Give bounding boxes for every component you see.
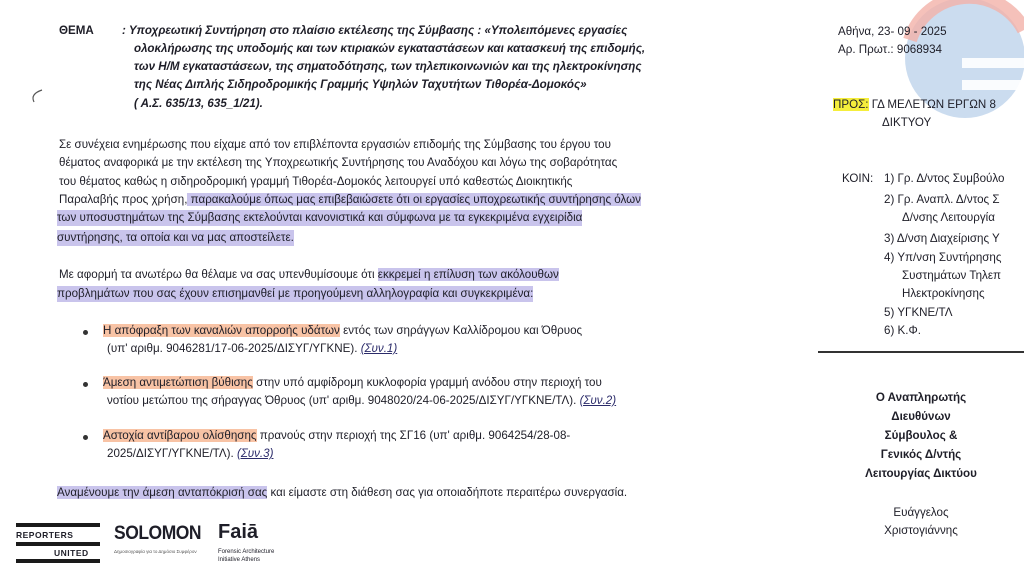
recipient-label: ΠΡΟΣ: <box>833 98 869 111</box>
bullet-2-line-1 <box>103 375 602 391</box>
attachment-link-3[interactable]: (Συν.3) <box>236 447 274 460</box>
logo-bar <box>16 542 100 546</box>
bullet-dot <box>83 435 88 440</box>
logo-bar <box>16 523 100 527</box>
bullet-1-line-2 <box>107 341 397 357</box>
signature-title: Σύμβουλος & <box>884 429 958 442</box>
para2-text: Με αφορμή τα ανωτέρω θα θέλαμε να σας υπενθυμίσουμε ότι <box>59 268 378 281</box>
signature-title: Διευθύνων <box>891 410 951 423</box>
signature-title: Γενικός Δ/ντής <box>880 448 962 461</box>
solomon-tagline: Δημοσιογραφία για το Δημόσιο Συμφέρον <box>114 549 197 554</box>
cc-item: Ηλεκτροκίνησης <box>902 287 985 300</box>
protocol-number: Αρ. Πρωτ.: 9068934 <box>838 43 943 56</box>
bullet-1-text: εντός των σηράγγων Καλλίδρομου και Όθρυος <box>339 324 583 337</box>
bullet-3-highlight: Αστοχία αντίβαρου ολίσθησης <box>103 429 257 442</box>
cc-item: 5) ΥΓΚΝΕ/ΤΛ <box>884 306 953 319</box>
cc-label: ΚΟΙΝ: <box>842 172 874 185</box>
signature-title: Λειτουργίας Δικτύου <box>865 467 977 480</box>
cc-item: Συστημάτων Τηλεπ <box>902 269 1001 282</box>
signatory-last-name: Χριστογιάννης <box>884 524 958 537</box>
attachment-link-2[interactable]: (Συν.2) <box>579 394 617 407</box>
cc-item: Δ/νσης Λειτουργία <box>902 211 995 224</box>
subject-line-1: : Υποχρεωτική Συντήρηση στο πλαίσιο εκτέλεσης της Σύμβασης : «Υπολειπόμενες εργασίες <box>122 24 628 37</box>
para2-line-1 <box>59 267 559 283</box>
document-date: Αθήνα, 23- 09 - 2025 <box>838 25 947 38</box>
faia-wordmark: Faiā <box>218 521 259 543</box>
faia-line-2: Initiative Athens <box>218 557 261 563</box>
bullet-2-text: στην υπό αμφίδρομη κυκλοφορία γραμμή ανόδου στην περιοχή του <box>252 376 602 389</box>
para1-highlight: παρακαλούμε όπως μας επιβεβαιώσετε ότι οι εργασίες υποχρεωτικής συντήρησης όλων <box>187 193 641 206</box>
faia-logo <box>218 521 308 565</box>
bullet-2-ref: νοτίου μετώπου της σήραγγας Όθρυος (υπ' αριθμ. 9048020/24-06-2025/ΔΙΣΥΓ/ΥΓΚΝΕ/ΤΛ). <box>107 394 577 407</box>
subject-line-3: των Η/Μ εγκαταστάσεων, της σηματοδότησης, των τηλεπικοινωνιών και της ηλεκτροκίνησης <box>134 60 642 73</box>
bullet-1-highlight: Η απόφραξη των καναλιών απορροής υδάτων <box>103 324 340 337</box>
recipient-line-1: ΓΔ ΜΕΛΕΤΩΝ ΕΡΓΩΝ 8 <box>871 98 996 111</box>
solomon-logo <box>114 523 214 561</box>
reporters-united-logo <box>16 523 106 563</box>
bullet-1-line-1 <box>103 323 582 339</box>
subject-line-4: της Νέας Διπλής Σιδηροδρομικής Γραμμής Υψηλών Ταχυτήτων Τιθορέα-Δομοκός» <box>134 78 587 91</box>
para1-line-3: του θέματος καθώς η σιδηροδρομική γραμμή Τιθορέα-Δομοκός λειτουργεί υπό καθεστώς Διοικητικής <box>59 175 573 188</box>
reporters-label: REPORTERS <box>16 530 74 540</box>
bullet-dot <box>83 330 88 335</box>
united-label: UNITED <box>54 548 89 558</box>
separator-line <box>818 351 1024 353</box>
recipient <box>833 97 996 113</box>
subject-line-2: ολοκλήρωσης της υποδομής και των κτιριακών εγκαταστάσεων και κατασκευή της επιδομής, <box>134 42 646 55</box>
para1-line-2: θέματος αναφορικά με την εκτέλεση της Υποχρεωτικής Συντήρησης του Αναδόχου και λόγω της σοβαρότητας <box>59 156 618 169</box>
para1-line-1: Σε συνέχεια ενημέρωσης που είχαμε από τον επιβλέποντα εργασιών επιδομής της Σύμβασης του έργου του <box>59 138 611 151</box>
cc-item: 6) Κ.Φ. <box>884 324 921 337</box>
subject-line-5: ( Α.Σ. 635/13, 635_1/21). <box>134 97 263 110</box>
bullet-3-ref: 2025/ΔΙΣΥΓ/ΥΓΚΝΕ/ΤΛ). <box>107 447 234 460</box>
cc-item: 3) Δ/νση Διαχείρισης Υ <box>884 232 1000 245</box>
bullet-dot <box>83 382 88 387</box>
bullet-3-text: πρανούς στην περιοχή της ΣΓ16 (υπ' αριθμ. 9064254/28-08- <box>256 429 571 442</box>
closing-highlight: Αναμένουμε την άμεση ανταπόκρισή σας <box>57 486 268 499</box>
bullet-2-line-2 <box>107 393 616 409</box>
faia-line-1: Forensic Architecture <box>218 549 275 555</box>
solomon-wordmark: SOLOMON <box>114 523 202 544</box>
para2-highlight: εκκρεμεί η επίλυση των ακόλουθων <box>377 268 559 281</box>
subject-label: ΘΕΜΑ <box>59 24 94 37</box>
closing-text: και είμαστε στη διάθεση σας για οποιαδήποτε περαιτέρω συνεργασία. <box>267 486 628 499</box>
para1-highlight: των υποσυστημάτων της Σύμβασης εκτελούνται κανονιστικά και σύμφωνα με τα εγκεκριμένα εγχειρίδια <box>57 211 583 224</box>
signatory-first-name: Ευάγγελος <box>893 506 949 519</box>
recipient-line-2: ΔΙΚΤΥΟΥ <box>882 116 932 129</box>
cc-item: 1) Γρ. Δ/ντος Συμβούλο <box>884 172 1005 185</box>
bullet-3-line-2 <box>107 446 273 462</box>
bullet-2-highlight: Άμεση αντιμετώπιση βύθισης <box>103 376 253 389</box>
closing-line <box>57 485 627 501</box>
cc-item: 4) Υπ/νση Συντήρησης <box>884 251 1002 264</box>
cc-item: 2) Γρ. Αναπλ. Δ/ντος Σ <box>884 193 1000 206</box>
para1-line-4-text: Παραλαβής προς χρήση, <box>59 193 188 206</box>
para2-highlight: προβλημάτων που σας έχουν επισημανθεί με προηγούμενη αλληλογραφία και συγκεκριμένα: <box>57 287 534 300</box>
para1-highlight: συντήρησης, τα οποία και να μας αποστείλετε. <box>57 231 294 244</box>
bullet-3-line-1 <box>103 428 570 444</box>
logo-bar <box>16 559 100 563</box>
bullet-1-ref: (υπ' αριθμ. 9046281/17-06-2025/ΔΙΣΥΓ/ΥΓΚΝΕ). <box>107 342 358 355</box>
para1-line-4 <box>59 192 641 208</box>
attachment-link-1[interactable]: (Συν.1) <box>360 342 398 355</box>
scan-mark <box>26 88 46 104</box>
signature-title: Ο Αναπληρωτής <box>875 391 967 404</box>
